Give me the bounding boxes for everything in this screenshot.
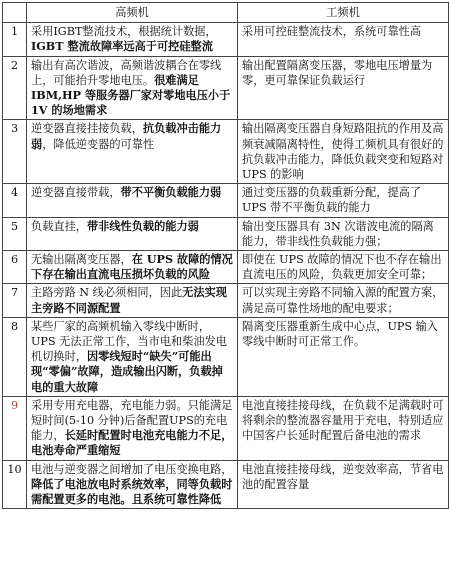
text: 输出隔离变压器自身短路阻抗的作用及高频衰减隔离特性，使得工频机具有很好的抗负载冲击能力，降低负载突变和短路对 UPS 的影响: [242, 122, 444, 182]
high-frequency-cell: [27, 317, 238, 396]
text: 即使在 UPS 故障的情况下也不存在输出直流电压的风险，负载更加安全可靠；: [242, 253, 442, 282]
bold-text: 带不平衡负载能力弱: [120, 185, 222, 200]
table-row: [3, 217, 449, 250]
bold-text: 因零线短时“缺失”可能出现“零偏”故障，造成输出闪断，负载掉电的重大故障: [31, 349, 223, 394]
table-row: [3, 56, 449, 120]
text: 采用专用充电器，充电能力弱。只能满足短时间(5-10 分钟)后备配置UPS的充电能力，: [31, 398, 233, 443]
table-body: [3, 23, 449, 509]
power-frequency-cell: [238, 460, 449, 509]
text: 电池直接挂接母线，逆变效率高，节省电池的配置容量: [242, 462, 444, 491]
text: ，降低逆变器的可靠性: [42, 137, 155, 151]
power-frequency-cell: [238, 23, 449, 56]
high-frequency-cell: [27, 184, 238, 217]
high-frequency-cell: [27, 217, 238, 250]
text: 逆变器直接挂接负载，: [31, 122, 143, 136]
bold-text: 抗负载冲击能力弱: [31, 121, 222, 151]
row-number: 2: [3, 56, 27, 120]
high-frequency-cell: [27, 251, 238, 284]
high-frequency-cell: [27, 284, 238, 317]
table-row: [3, 317, 449, 396]
high-frequency-cell: [27, 120, 238, 184]
table-row: [3, 284, 449, 317]
row-number: 5: [3, 217, 27, 250]
bold-text: IGBT 整流故障率远高于可控硅整流: [31, 39, 213, 54]
header-row: [3, 3, 449, 23]
high-frequency-cell: [27, 460, 238, 509]
table-row: [3, 396, 449, 460]
header-power-frequency: 工频机: [238, 3, 449, 23]
row-number: 10: [3, 460, 27, 509]
text: 通过变压器的负载重新分配，提高了UPS 带不平衡负载的能力: [242, 186, 422, 215]
text: 某些厂家的高频机输入零线中断时，UPS 无法正常工作，当市电和柴油发电机切换时，: [31, 319, 227, 364]
header-num: [3, 3, 27, 23]
text: 逆变器直接带载，: [31, 186, 121, 200]
text: 电池直接挂接母线，在负载不足满载时可将剩余的整流器容量用于充电，特别适应中国客户长延时配置后备电池的需求: [242, 398, 444, 443]
row-number: 3: [3, 120, 27, 184]
table-row: [3, 460, 449, 509]
row-number: 8: [3, 317, 27, 396]
high-frequency-cell: [27, 56, 238, 120]
table-row: [3, 251, 449, 284]
bold-text: 无法实现主旁路不同源配置: [31, 285, 227, 315]
text: 可以实现主旁路不同输入源的配置方案，满足高可靠性场地的配电要求；: [242, 286, 444, 315]
power-frequency-cell: [238, 120, 449, 184]
power-frequency-cell: [238, 396, 449, 460]
comparison-document: [2, 2, 448, 509]
power-frequency-cell: [238, 56, 449, 120]
power-frequency-cell: [238, 251, 449, 284]
row-number: 1: [3, 23, 27, 56]
table-row: [3, 23, 449, 56]
high-frequency-cell: [27, 23, 238, 56]
row-number: 6: [3, 251, 27, 284]
row-number: 9: [3, 396, 27, 460]
table-row: [3, 120, 449, 184]
bold-text: 带非线性负载的能力弱: [86, 218, 199, 233]
bold-text: 长延时配置时电池充电能力不足，电池寿命严重缩短: [31, 428, 233, 458]
comparison-table: [2, 2, 449, 509]
text: 电池与逆变器之间增加了电压变换电路，: [31, 462, 233, 476]
row-number: 4: [3, 184, 27, 217]
text: 采用可控硅整流技术，系统可靠性高: [242, 25, 422, 39]
bold-text: 很难满足IBM,HP 等服务器厂家对零地电压小于 1V 的场地需求: [31, 72, 231, 118]
text: 负载直挂，: [31, 219, 87, 233]
header-high-frequency: 高频机: [27, 3, 238, 23]
power-frequency-cell: [238, 217, 449, 250]
text: 输出变压器具有 3N 次谐波电流的隔离能力，带非线性负载能力强；: [242, 219, 434, 248]
text: 隔离变压器重新生成中心点，UPS 输入零线中断时可正常工作。: [242, 319, 438, 349]
power-frequency-cell: [238, 184, 449, 217]
text: 输出有高次谐波，高频谐波耦合在零线上，可能抬升零地电压。: [31, 58, 222, 87]
high-frequency-cell: [27, 396, 238, 460]
bold-text: 在 UPS 故障的情况下存在输出直流电压损坏负载的风险: [31, 252, 233, 282]
text: 采用IGBT整流技术，根据统计数据，: [31, 25, 217, 39]
power-frequency-cell: [238, 317, 449, 396]
text: 输出配置隔离变压器，零地电压增量为零，更可靠保证负载运行: [242, 58, 433, 87]
power-frequency-cell: [238, 284, 449, 317]
bold-text: 降低了电池放电时系统效率，同等负载时需配置更多的电池。且系统可靠性降低: [31, 476, 233, 507]
text: 无输出隔离变压器，: [31, 253, 132, 267]
text: 主路旁路 N 线必须相同，因此: [31, 286, 183, 300]
table-row: [3, 184, 449, 217]
row-number: 7: [3, 284, 27, 317]
